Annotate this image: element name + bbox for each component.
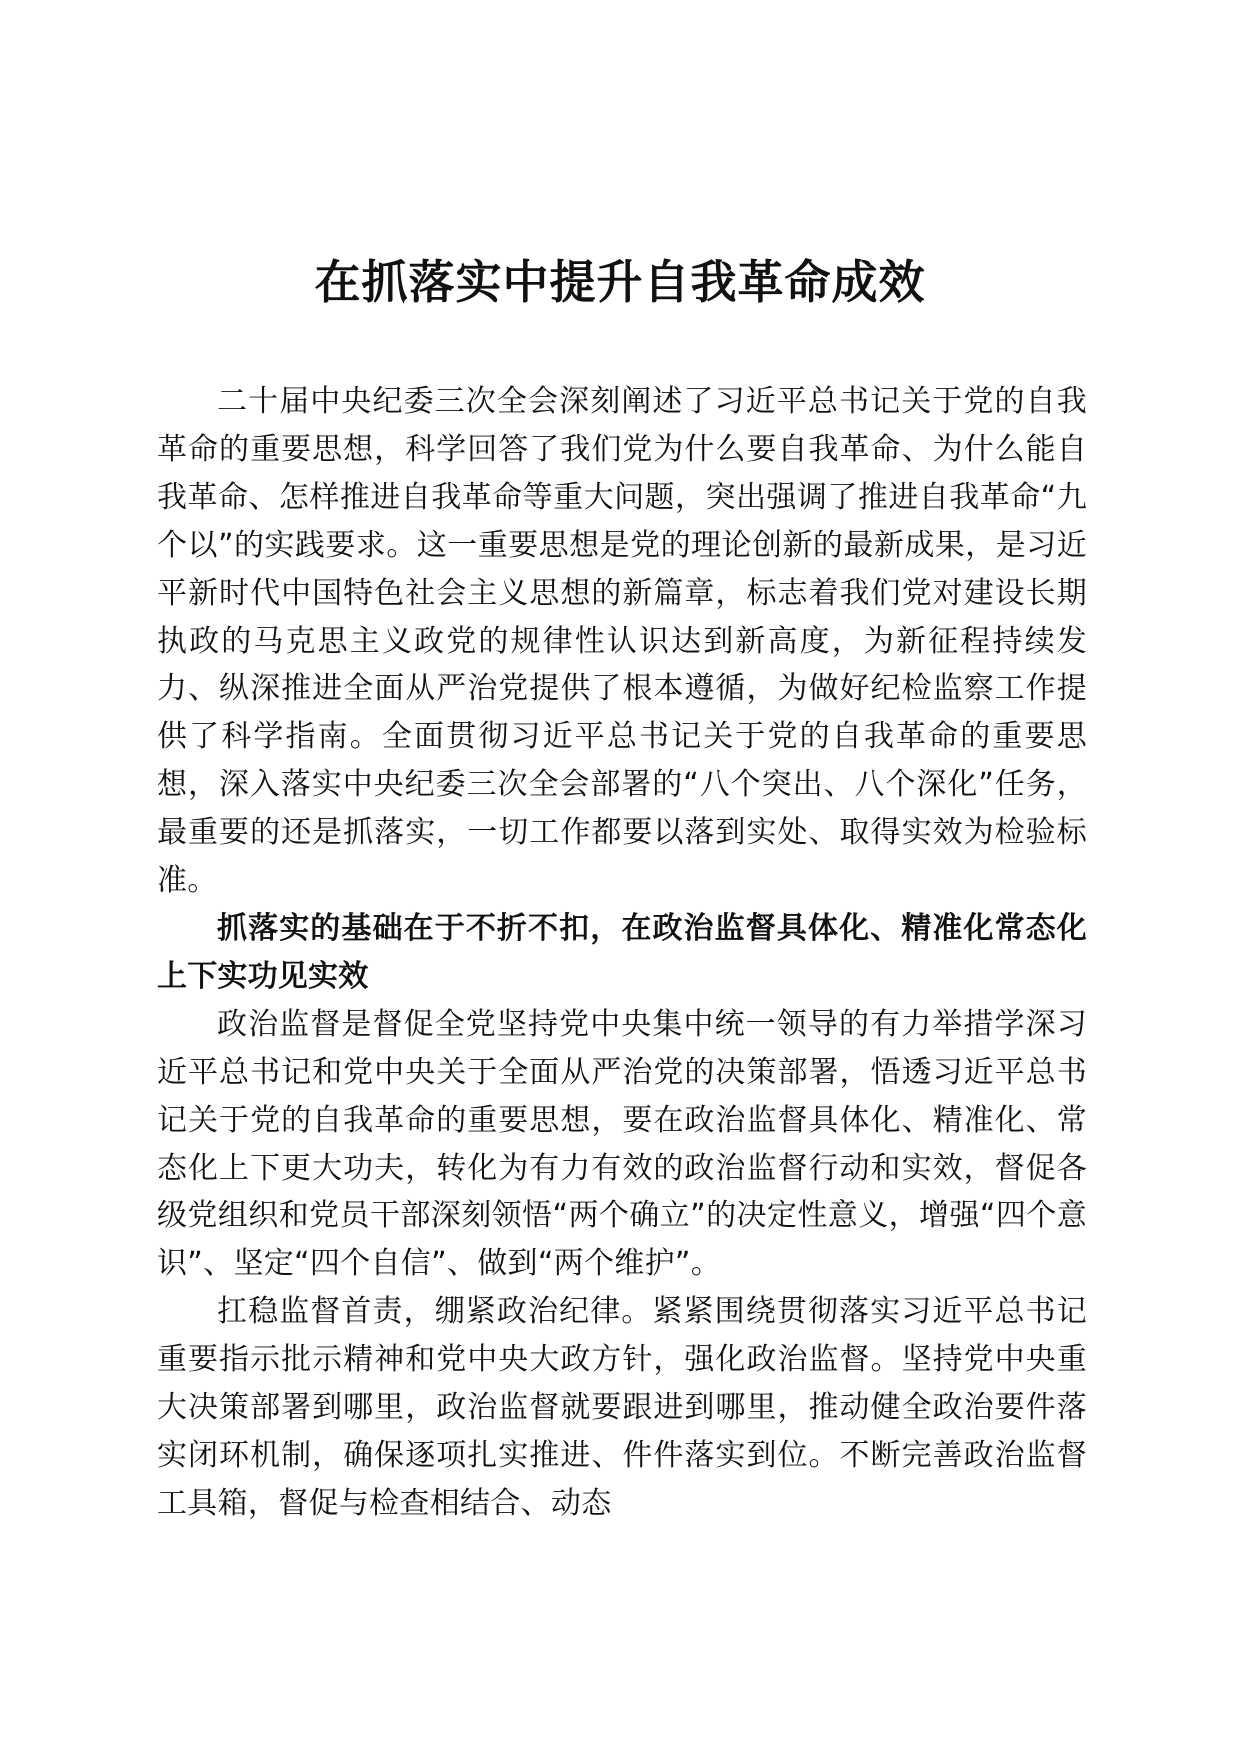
paragraph-intro: 二十届中央纪委三次全会深刻阐述了习近平总书记关于党的自我革命的重要思想，科学回答了我们党为什么要自我革命、为什么能自我革命、怎样推进自我革命等重大问题，突出强调了推进自我革命“九个以”的实践要求。这一重要思想是党的理论创新的最新成果，是习近平新时代中国特色社会主义思想的新篇章，标志着我们党对建设长期执政的马克思主义政党的规律性认识达到新高度，为新征程持续发力、纵深推进全面从严治党提供了根本遵循，为做好纪检监察工作提供了科学指南。全面贯彻习近平总书记关于党的自我革命的重要思想，深入落实中央纪委三次全会部署的“八个突出、八个深化”任务，最重要的还是抓落实，一切工作都要以落到实处、取得实效为检验标准。 <box>157 384 1087 899</box>
paragraph-supervision-duty: 扛稳监督首责，绷紧政治纪律。紧紧围绕贯彻落实习近平总书记重要指示批示精神和党中央大政方针，强化政治监督。坚持党中央重大决策部署到哪里，政治监督就要跟进到哪里，推动健全政治要件落实闭环机制，确保逐项扎实推进、件件落实到位。不断完善政治监督工具箱，督促与检查相结合、动态 <box>157 1294 1087 1521</box>
document-title: 在抓落实中提升自我革命成效 <box>314 255 926 309</box>
paragraph-political-supervision: 政治监督是督促全党坚持党中央集中统一领导的有力举措学深习近平总书记和党中央关于全面从严治党的决策部署，悟透习近平总书记关于党的自我革命的重要思想，要在政治监督具体化、精准化、常态化上下更大功夫，转化为有力有效的政治监督行动和实效，督促各级党组织和党员干部深刻领悟“两个确立”的决定性意义，增强“四个意识”、坚定“四个自信”、做到“两个维护”。 <box>157 1006 1087 1282</box>
document-body <box>157 378 1087 1528</box>
section-heading: 抓落实的基础在于不折不扣，在政治监督具体化、精准化常态化上下实功见实效 <box>157 910 1087 994</box>
